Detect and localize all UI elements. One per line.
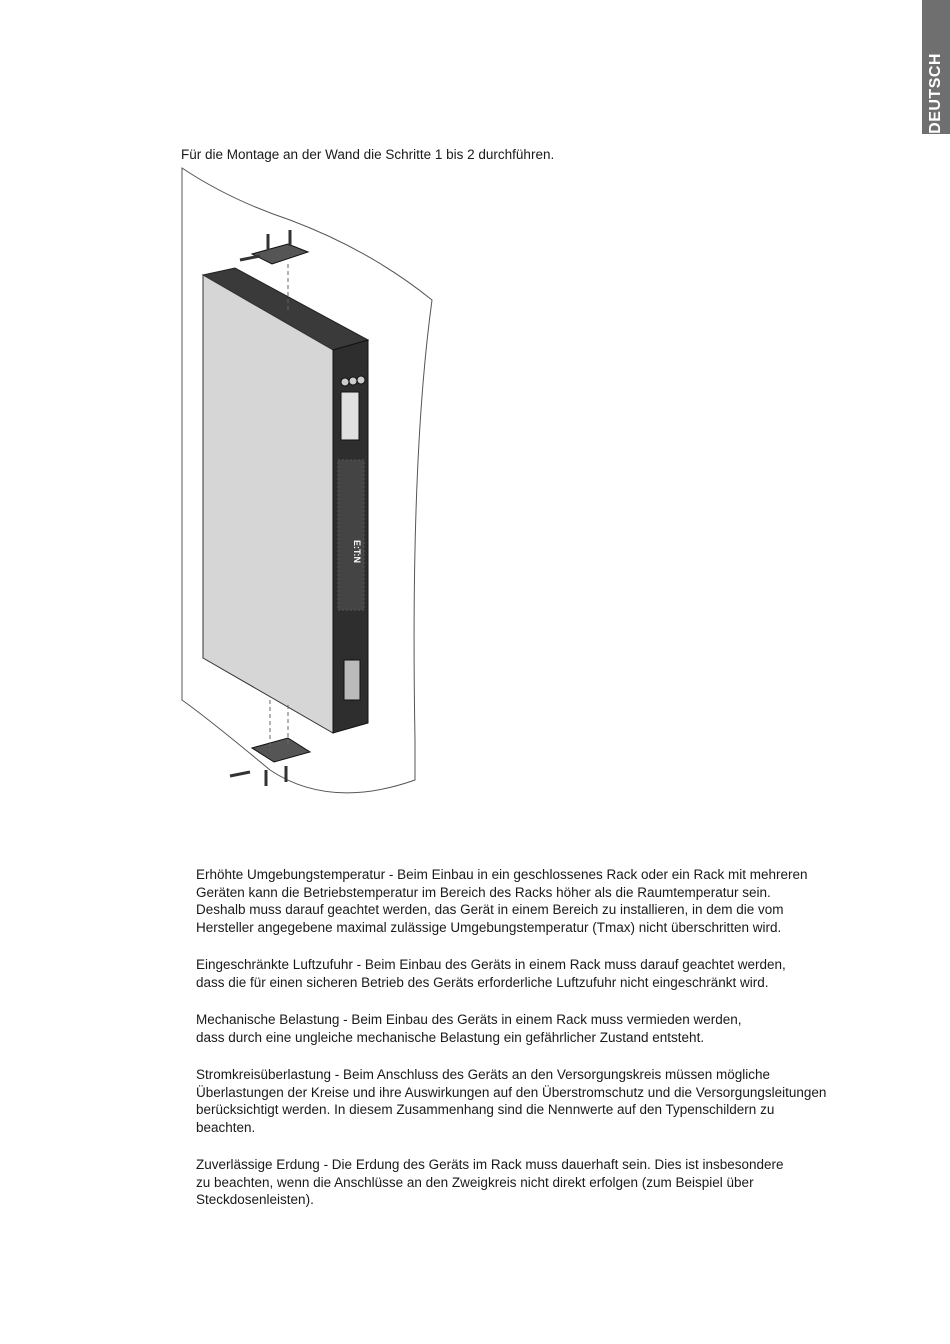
note-ambient-temperature: Erhöhte Umgebungstemperatur - Beim Einbau in ein geschlossenes Rack oder ein Rack mit mehreren Geräten kann die Betriebstemperatur im Bereich des Racks höher als die Raumtemperatur sein. Deshalb muss darauf geachtet werden, das Gerät in einem Bereich zu installieren, in dem die vom Hersteller angegebene maximal zulässige Umgebungstemperatur (Tmax) nicht überschritten wird. (196, 867, 808, 935)
language-tab (922, 0, 950, 134)
bottom-bracket (252, 738, 310, 762)
top-bracket (252, 244, 308, 264)
language-tab-label: DEUTSCH (927, 53, 944, 134)
note-air-flow: Eingeschränkte Luftzufuhr - Beim Einbau des Geräts in einem Rack muss darauf geachtet werden, dass die für einen sicheren Betrieb des Geräts erforderliche Luftzufuhr nicht eingeschränkt wird. (196, 957, 786, 990)
safety-notes (196, 866, 926, 1229)
button-1 (341, 378, 349, 386)
brand-logo: E:T:N (352, 540, 362, 563)
button-2 (349, 377, 357, 385)
vent-grille (338, 460, 364, 610)
note-mechanical-loading: Mechanische Belastung - Beim Einbau des Geräts in einem Rack muss vermieden werden, dass durch eine ungleiche mechanische Belastung ein gefährlicher Zustand entsteht. (196, 1012, 742, 1045)
device-side (203, 275, 333, 733)
intro-text: Für die Montage an der Wand die Schritte 1 bis 2 durchführen. (181, 147, 555, 162)
outlet (344, 660, 360, 700)
note-reliable-earthing: Zuverlässige Erdung - Die Erdung des Geräts im Rack muss dauerhaft sein. Dies ist insbesondere zu beachten, wenn die Anschlüsse an den Zweigkreis nicht direkt erfolgen (zum Beispiel über Steckdosenleisten). (196, 1157, 784, 1207)
button-3 (357, 376, 365, 384)
wall-mount-illustration (170, 160, 450, 830)
display-window (341, 392, 359, 440)
note-circuit-overloading: Stromkreisüberlastung - Beim Anschluss des Geräts an den Versorgungskreis müssen mögliche Überlastungen der Kreise und ihre Auswirkungen auf den Überstromschutz und die Versorgungsleitungen berücksichtigt werden. In diesem Zusammenhang sind die Nennwerte auf den Typenschildern zu beachten. (196, 1067, 827, 1135)
